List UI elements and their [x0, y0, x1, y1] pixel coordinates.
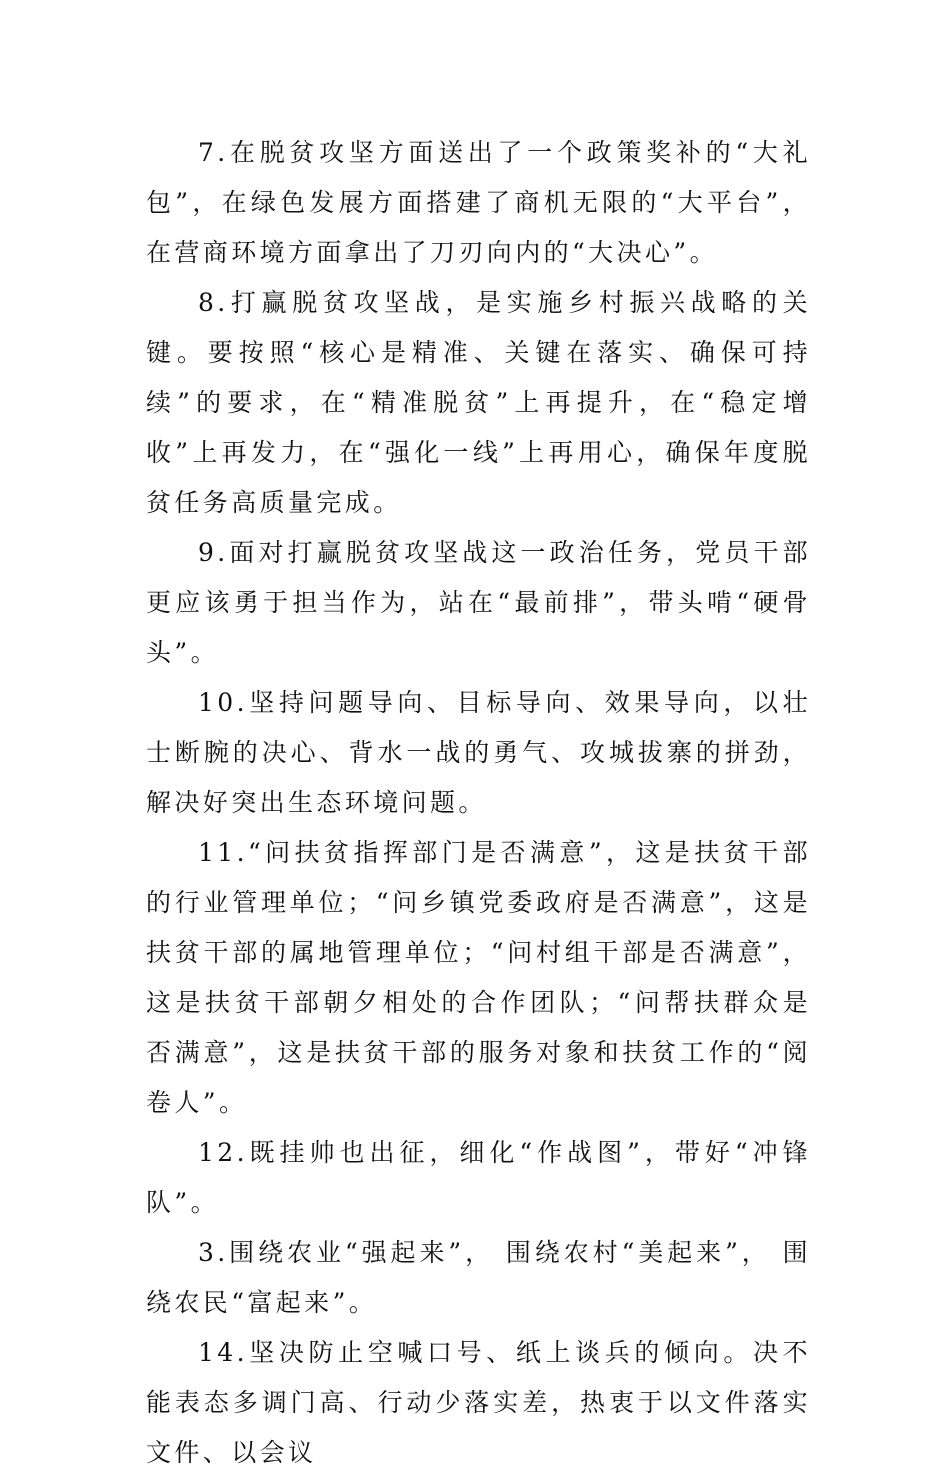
- paragraph-13: 3.围绕农业“强起来”， 围绕农村“美起来”， 围绕农民“富起来”。: [146, 1238, 811, 1317]
- paragraph-14: 14.坚决防止空喊口号、纸上谈兵的倾向。决不能表态多调门高、行动少落实差，热衷于以文件落实文件、以会议: [146, 1338, 811, 1467]
- document-body: [146, 128, 811, 1478]
- paragraph-10: 10.坚持问题导向、目标导向、效果导向，以壮士断腕的决心、背水一战的勇气、攻城拔寨的拼劲，解决好突出生态环境问题。: [146, 688, 811, 817]
- paragraph-11: 11.“问扶贫指挥部门是否满意”，这是扶贫干部的行业管理单位；“问乡镇党委政府是否满意”，这是扶贫干部的属地管理单位；“问村组干部是否满意”，这是扶贫干部朝夕相处的合作团队；“问帮扶群众是否满意”，这是扶贫干部的服务对象和扶贫工作的“阅卷人”。: [146, 838, 811, 1117]
- paragraph-9: 9.面对打赢脱贫攻坚战这一政治任务，党员干部更应该勇于担当作为，站在“最前排”，带头啃“硬骨头”。: [146, 538, 811, 667]
- paragraph-12: 12.既挂帅也出征，细化“作战图”，带好“冲锋队”。: [146, 1138, 811, 1217]
- paragraph-7: 7.在脱贫攻坚方面送出了一个政策奖补的“大礼包”，在绿色发展方面搭建了商机无限的“大平台”，在营商环境方面拿出了刀刃向内的“大决心”。: [146, 138, 811, 267]
- paragraph-8: 8.打赢脱贫攻坚战，是实施乡村振兴战略的关键。要按照“核心是精准、关键在落实、确保可持续”的要求，在“精准脱贫”上再提升，在“稳定增收”上再发力，在“强化一线”上再用心，确保年度脱贫任务高质量完成。: [146, 288, 811, 517]
